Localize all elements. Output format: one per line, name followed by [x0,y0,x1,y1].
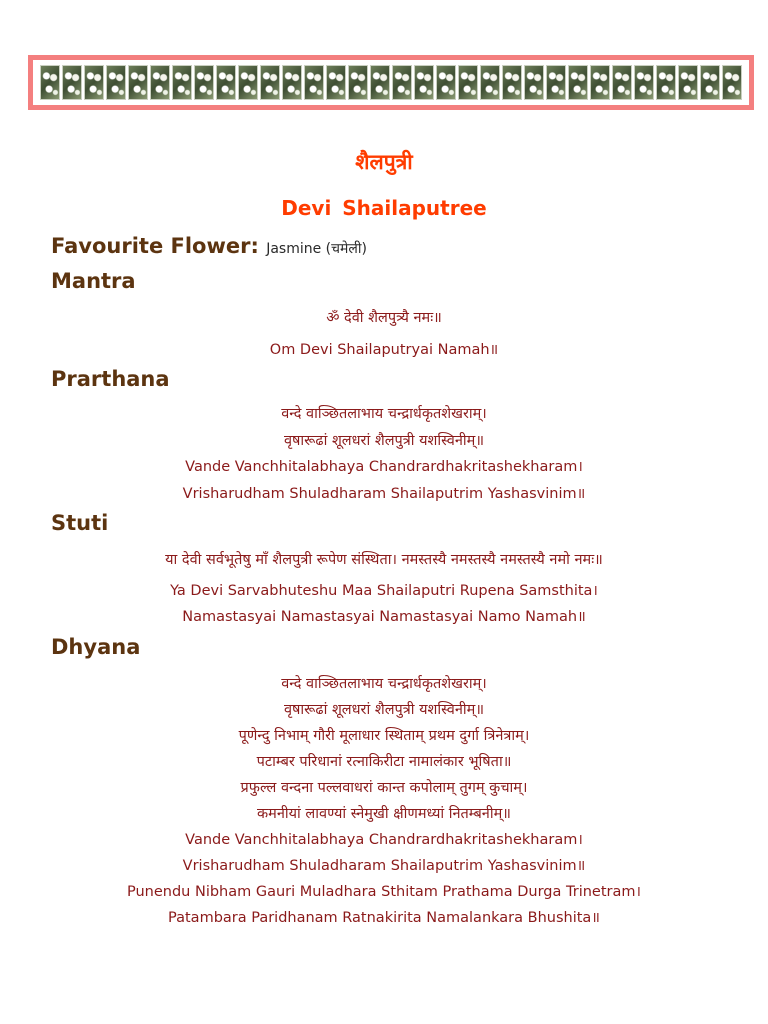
jasmine-flower-tile-icon [304,65,324,100]
jasmine-flower-tile-icon [238,65,258,100]
dhyana-line: Vrisharudham Shuladharam Shailaputrim Yashasvinim॥ [182,858,586,874]
dhyana-line: Vande Vanchhitalabhaya Chandrardhakritashekharam। [185,832,583,848]
favourite-flower-row [51,234,367,258]
dhyana-line: Punendu Nibham Gauri Muladhara Sthitam Prathama Durga Trinetram। [126,884,641,900]
dhyana-heading: Dhyana [51,635,141,659]
favourite-flower-value: Jasmine (चमेली) [266,241,367,257]
banner-tiles [40,65,742,100]
prarthana-line: वृषारूढां शूलधरां शैलपुत्री यशस्विनीम्॥ [283,433,485,449]
jasmine-flower-tile-icon [436,65,456,100]
page-title-hindi: शैलपुत्री [355,150,413,174]
dhyana-line: वृषारूढां शूलधरां शैलपुत्री यशस्विनीम्॥ [283,702,485,718]
mantra-heading: Mantra [51,269,136,293]
prarthana-line: Vrisharudham Shuladharam Shailaputrim Yashasvinim॥ [182,486,586,502]
jasmine-flower-tile-icon [634,65,654,100]
jasmine-flower-tile-icon [172,65,192,100]
dhyana-line: वन्दे वाञ्छितलाभाय चन्द्रार्धकृतशेखराम्। [281,676,487,692]
jasmine-flower-tile-icon [502,65,522,100]
jasmine-flower-tile-icon [612,65,632,100]
stuti-line: Namastasyai Namastasyai Namastasyai Namo Namah॥ [182,609,586,625]
jasmine-flower-tile-icon [40,65,60,100]
jasmine-flower-tile-icon [546,65,566,100]
jasmine-flower-tile-icon [568,65,588,100]
prarthana-line: वन्दे वाञ्छितलाभाय चन्द्रार्धकृतशेखराम्। [281,406,487,422]
jasmine-flower-tile-icon [216,65,236,100]
mantra-line: ॐ देवी शैलपुत्र्यै नमः॥ [326,310,442,326]
jasmine-flower-tile-icon [128,65,148,100]
jasmine-flower-tile-icon [700,65,720,100]
dhyana-line: Patambara Paridhanam Ratnakirita Namalankara Bhushita॥ [168,910,600,926]
prarthana-heading: Prarthana [51,367,170,391]
jasmine-flower-tile-icon [392,65,412,100]
favourite-flower-label: Favourite Flower: [51,234,259,258]
jasmine-flower-tile-icon [260,65,280,100]
jasmine-flower-tile-icon [722,65,742,100]
dhyana-line: पटाम्बर परिधानां रत्नाकिरीटा नामालंकार भूषिता॥ [256,754,512,770]
mantra-line: Om Devi Shailaputryai Namah॥ [269,342,499,358]
dhyana-line: कमनीयां लावण्यां स्नेमुखी क्षीणमध्यां नितम्बनीम्॥ [257,806,511,822]
jasmine-flower-tile-icon [414,65,434,100]
jasmine-flower-tile-icon [678,65,698,100]
dhyana-line: पूणेन्दु निभाम् गौरी मूलाधार स्थिताम् प्रथम दुर्गा त्रिनेत्राम्। [238,728,530,744]
prarthana-line: Vande Vanchhitalabhaya Chandrardhakritashekharam। [185,459,583,475]
jasmine-flower-tile-icon [524,65,544,100]
jasmine-flower-tile-icon [282,65,302,100]
stuti-line: या देवी सर्वभूतेषु माँ शैलपुत्री रूपेण संस्थिता। नमस्तस्यै नमस्तस्यै नमस्तस्यै नमो नमः॥ [165,552,603,568]
stuti-heading: Stuti [51,511,109,535]
jasmine-flower-tile-icon [458,65,478,100]
jasmine-flower-tile-icon [370,65,390,100]
jasmine-flower-tile-icon [62,65,82,100]
jasmine-flower-tile-icon [194,65,214,100]
jasmine-flower-tile-icon [656,65,676,100]
stuti-line: Ya Devi Sarvabhuteshu Maa Shailaputri Rupena Samsthita। [170,583,598,599]
jasmine-flower-tile-icon [480,65,500,100]
page-title-english: Devi Shailaputree [281,196,487,220]
jasmine-flower-tile-icon [326,65,346,100]
jasmine-flower-tile-icon [590,65,610,100]
flower-banner [28,55,754,110]
jasmine-flower-tile-icon [150,65,170,100]
jasmine-flower-tile-icon [106,65,126,100]
jasmine-flower-tile-icon [84,65,104,100]
dhyana-line: प्रफुल्ल वन्दना पल्लवाधरां कान्त कपोलाम् तुगम् कुचाम्। [240,780,528,796]
jasmine-flower-tile-icon [348,65,368,100]
